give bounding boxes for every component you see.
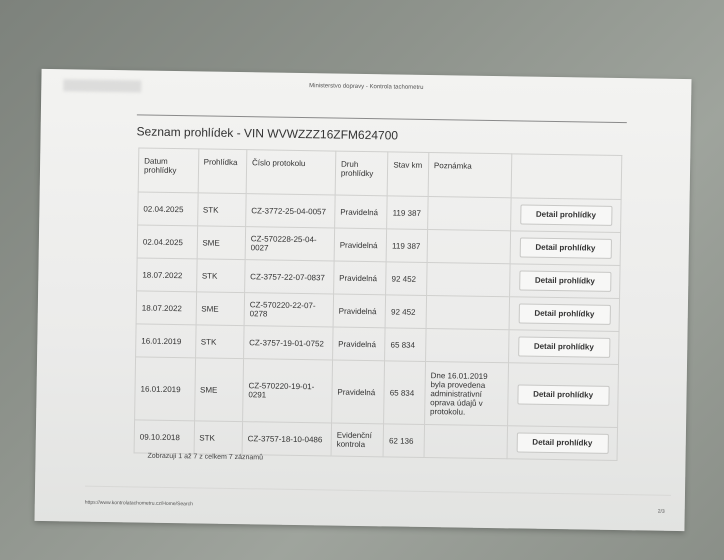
cell-type: STK xyxy=(196,259,245,293)
detail-button[interactable]: Detail prohlídky xyxy=(519,237,611,258)
cell-kind: Pravidelná xyxy=(331,360,384,424)
table-summary: Zobrazuji 1 až 7 z celkem 7 záznamů xyxy=(147,452,264,462)
cell-protocol: CZ-570220-22-07-0278 xyxy=(244,293,334,327)
footer-page-number: 2/3 xyxy=(657,508,665,515)
cell-action xyxy=(510,264,620,299)
printed-page xyxy=(34,69,691,531)
print-header: Ministerstvo dopravy - Kontrola tachometru xyxy=(309,83,424,91)
title-divider xyxy=(137,114,627,123)
cell-protocol: CZ-3757-22-07-0837 xyxy=(244,260,334,294)
cell-km: 65 834 xyxy=(384,361,426,425)
cell-km: 62 136 xyxy=(383,424,424,458)
detail-button[interactable]: Detail prohlídky xyxy=(520,204,612,225)
cell-protocol: CZ-570228-25-04-0027 xyxy=(245,227,335,261)
page-title: Seznam prohlídek - VIN WVWZZZ16ZFM624700 xyxy=(136,124,399,143)
cell-note: Dne 16.01.2019 byla provedena administrativní oprava údajů v protokolu. xyxy=(424,361,508,425)
table-header-row xyxy=(138,148,622,200)
cell-date: 16.01.2019 xyxy=(135,357,195,421)
cell-date: 02.04.2025 xyxy=(138,192,198,226)
footer-divider xyxy=(85,486,671,496)
table-row xyxy=(135,357,619,428)
cell-type: STK xyxy=(194,421,243,455)
cell-protocol: CZ-570220-19-01-0291 xyxy=(242,359,332,423)
cell-date: 18.07.2022 xyxy=(137,258,197,292)
cell-km: 119 387 xyxy=(387,196,428,230)
cell-date: 02.04.2025 xyxy=(137,225,197,259)
cell-kind: Evidenční kontrola xyxy=(331,423,384,457)
cell-action xyxy=(509,330,619,365)
footer-url: https://www.kontrolatachometru.cz/Home/Search xyxy=(84,499,193,508)
cell-date: 09.10.2018 xyxy=(134,420,194,454)
column-header-km: Stav km xyxy=(387,152,428,197)
cell-date: 16.01.2019 xyxy=(136,324,196,358)
column-header-type: Prohlídka xyxy=(198,149,247,194)
cell-kind: Pravidelná xyxy=(333,261,386,295)
cell-protocol: CZ-3757-19-01-0752 xyxy=(243,326,333,360)
cell-note xyxy=(426,262,510,296)
cell-date: 18.07.2022 xyxy=(136,291,196,325)
cell-kind: Pravidelná xyxy=(335,195,388,229)
cell-action xyxy=(507,426,617,461)
column-header-protocol: Číslo protokolu xyxy=(246,150,336,195)
column-header-date: Datum prohlídky xyxy=(138,148,198,193)
cell-action xyxy=(510,231,620,266)
cell-type: SME xyxy=(197,226,246,260)
cell-type: SME xyxy=(196,292,245,326)
cell-action xyxy=(508,363,619,428)
cell-type: STK xyxy=(197,193,246,227)
inspection-table xyxy=(134,147,623,461)
cell-kind: Pravidelná xyxy=(332,327,385,361)
cell-kind: Pravidelná xyxy=(333,294,386,328)
cell-action xyxy=(509,297,619,332)
column-header-note: Poznámka xyxy=(428,153,512,198)
cell-km: 65 834 xyxy=(385,328,426,362)
cell-note xyxy=(427,197,511,231)
cell-km: 92 452 xyxy=(385,295,426,329)
column-header-kind: Druh prohlídky xyxy=(335,151,388,196)
cell-note xyxy=(425,328,509,362)
cell-note xyxy=(424,424,508,458)
detail-button[interactable]: Detail prohlídky xyxy=(516,432,608,453)
cell-protocol: CZ-3772-25-04-0057 xyxy=(245,194,335,228)
detail-button[interactable]: Detail prohlídky xyxy=(518,303,610,324)
cell-type: STK xyxy=(195,325,244,359)
cell-note xyxy=(426,295,510,329)
detail-button[interactable]: Detail prohlídky xyxy=(517,384,609,405)
cell-km: 92 452 xyxy=(386,262,427,296)
cell-action xyxy=(511,198,621,233)
cell-km: 119 387 xyxy=(386,229,427,263)
cell-protocol: CZ-3757-18-10-0486 xyxy=(242,422,332,456)
detail-button[interactable]: Detail prohlídky xyxy=(519,270,611,291)
detail-button[interactable]: Detail prohlídky xyxy=(518,336,610,357)
cell-note xyxy=(427,230,511,264)
cell-type: SME xyxy=(194,358,243,422)
cell-kind: Pravidelná xyxy=(334,228,387,262)
column-header-action xyxy=(511,154,622,200)
